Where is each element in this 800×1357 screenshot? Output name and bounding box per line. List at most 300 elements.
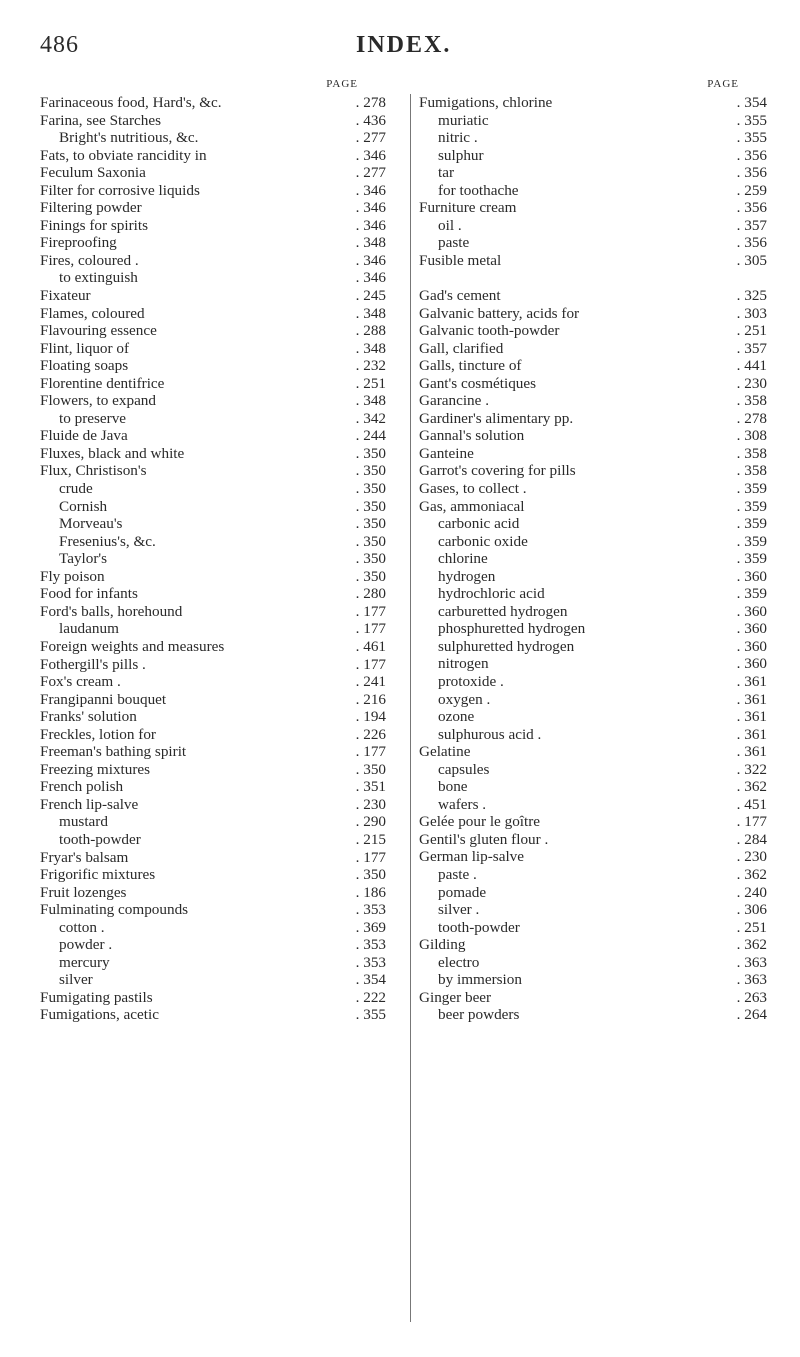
index-entry (40, 901, 386, 919)
entry-term: carbonic acid (438, 515, 520, 533)
index-entry (40, 849, 386, 867)
index-subentry (419, 533, 767, 551)
entry-term: Flint, liquor of (40, 339, 130, 357)
entry-term: hydrochloric acid (438, 585, 545, 603)
index-subentry (419, 129, 767, 147)
entry-page-number: . 177 (736, 813, 767, 831)
index-entry (419, 252, 767, 270)
index-entry (419, 94, 767, 112)
entry-term: Fumigations, acetic (40, 1006, 159, 1024)
index-subentry (419, 217, 767, 235)
page-column-heading: PAGE (707, 78, 739, 90)
index-subentry (419, 971, 767, 989)
index-entry (40, 340, 386, 358)
index-subentry (40, 954, 386, 972)
index-entry (40, 182, 386, 200)
entry-page-number: . 353 (355, 901, 386, 919)
entry-page-number: . 350 (355, 567, 386, 585)
entry-page-number: . 284 (736, 830, 767, 848)
entry-page-number: . 348 (355, 392, 386, 410)
entry-page-number: . 251 (736, 322, 767, 340)
entry-page-number: . 359 (736, 515, 767, 533)
index-subentry (419, 726, 767, 744)
entry-term: tooth-powder (438, 918, 520, 936)
entry-page-number: . 346 (355, 269, 386, 287)
entry-page-number: . 354 (736, 94, 767, 111)
entry-term: electro (438, 953, 480, 971)
entry-term: Fresenius's, &c. (59, 532, 156, 550)
index-entry (40, 638, 386, 656)
entry-page-number: . 186 (355, 883, 386, 901)
entry-term: mercury (59, 953, 110, 971)
entry-page-number: . 278 (736, 409, 767, 427)
entry-term: Fluide de Java (40, 427, 128, 445)
index-entry (40, 445, 386, 463)
entry-term: Gelatine (419, 743, 471, 761)
entry-page-number: . 251 (355, 374, 386, 392)
index-entry (40, 989, 386, 1007)
entry-term: sulphur (438, 146, 484, 164)
entry-term: Gad's cement (419, 286, 501, 304)
entry-page-number: . 356 (736, 199, 767, 217)
entry-term: Fusible metal (419, 251, 502, 269)
index-entry (419, 340, 767, 358)
index-entry (40, 778, 386, 796)
entry-term: sulphurous acid . (438, 725, 542, 743)
entry-page-number: . 359 (736, 585, 767, 603)
entry-term: protoxide . (438, 673, 504, 690)
index-entry (40, 164, 386, 182)
entry-page-number: . 241 (355, 673, 386, 691)
index-subentry (419, 761, 767, 779)
entry-term: Fruit lozenges (40, 883, 127, 901)
entry-term: Freeman's bathing spirit (40, 743, 187, 761)
index-subentry (419, 112, 767, 130)
entry-page-number: . 290 (355, 813, 386, 831)
entry-page-number: . 359 (736, 532, 767, 550)
entry-page-number: . 362 (736, 936, 767, 954)
index-entry (40, 691, 386, 709)
index-column-right (419, 78, 767, 1024)
index-subentry (419, 164, 767, 182)
entry-page-number: . 361 (736, 690, 767, 708)
index-entry (40, 427, 386, 445)
index-entry (419, 989, 767, 1007)
entry-term: Gannal's solution (419, 427, 525, 445)
entry-page-number: . 353 (355, 936, 386, 954)
entry-term: Ganteine (419, 444, 474, 462)
entry-term: Fireproofing (40, 234, 117, 252)
entry-page-number: . 354 (355, 971, 386, 989)
entry-term: to preserve (59, 409, 127, 427)
index-entry (419, 813, 767, 831)
entry-term: chlorine (438, 550, 488, 568)
entry-page-number: . 325 (736, 286, 767, 304)
index-subentry (40, 936, 386, 954)
entry-term: Freckles, lotion for (40, 725, 156, 743)
index-entry (419, 480, 767, 498)
index-subentry (419, 866, 767, 884)
index-entry (419, 831, 767, 849)
entry-term: laudanum (59, 620, 119, 638)
index-entry (419, 848, 767, 866)
index-entry (40, 656, 386, 674)
entry-page-number: . 288 (355, 322, 386, 340)
entry-page-number: . 360 (736, 620, 767, 638)
index-subentry (419, 796, 767, 814)
index-subentry (40, 831, 386, 849)
entry-page-number: . 346 (355, 251, 386, 269)
index-subentry (40, 129, 386, 147)
entry-page-number: . 230 (736, 374, 767, 392)
index-entry (419, 392, 767, 410)
index-subentry (40, 971, 386, 989)
index-entry (419, 410, 767, 428)
page-column-heading: PAGE (326, 78, 358, 90)
index-subentry (419, 778, 767, 796)
index-entry (40, 252, 386, 270)
entry-page-number: . 350 (355, 497, 386, 515)
entry-term: Ginger beer (419, 988, 492, 1006)
entry-page-number: . 356 (736, 234, 767, 252)
entry-term: Franks' solution (40, 708, 137, 726)
entry-page-number: . 346 (355, 146, 386, 164)
index-entry (419, 305, 767, 323)
entry-page-number: . 350 (355, 515, 386, 533)
entry-term: paste (438, 234, 470, 252)
index-entry (40, 305, 386, 323)
entry-page-number: . 306 (736, 901, 767, 919)
index-subentry (419, 691, 767, 709)
index-subentry (40, 550, 386, 568)
entry-page-number: . 350 (355, 444, 386, 462)
index-entry (419, 375, 767, 393)
entry-page-number: . 277 (355, 129, 386, 147)
entry-page-number: . 355 (736, 111, 767, 129)
index-subentry (419, 568, 767, 586)
entry-page-number: . 436 (355, 111, 386, 129)
entry-term: Gases, to collect . (419, 479, 527, 497)
entry-page-number: . 350 (355, 550, 386, 568)
index-entry (40, 743, 386, 761)
index-entry (40, 392, 386, 410)
index-entry (40, 234, 386, 252)
entry-term: Fly poison (40, 567, 105, 585)
entry-term: Gilding (419, 936, 466, 954)
entry-term: Filtering powder (40, 199, 142, 217)
index-entry (40, 375, 386, 393)
entry-page-number: . 194 (355, 708, 386, 726)
entry-page-number: . 280 (355, 585, 386, 603)
entry-page-number: . 177 (355, 848, 386, 866)
entry-page-number: . 358 (736, 444, 767, 462)
entry-term: Feculum Saxonia (40, 164, 146, 182)
entry-term: Floating soaps (40, 357, 129, 375)
index-subentry (419, 620, 767, 638)
entry-page-number: . 355 (355, 1006, 386, 1024)
entry-page-number: . 357 (736, 216, 767, 234)
entry-term: carbonic oxide (438, 532, 528, 550)
index-subentry (40, 620, 386, 638)
entry-term: Flames, coloured (40, 304, 145, 322)
entry-page-number: . 356 (736, 146, 767, 164)
entry-page-number: . 363 (736, 971, 767, 989)
index-entry (419, 427, 767, 445)
entry-page-number: . 259 (736, 181, 767, 199)
entry-page-number: . 177 (355, 602, 386, 620)
index-entry (40, 217, 386, 235)
entry-page-number: . 359 (736, 479, 767, 497)
entry-term: nitric . (438, 129, 478, 147)
entry-page-number: . 245 (355, 287, 386, 305)
entry-term: sulphuretted hydrogen (438, 637, 575, 655)
index-entry (419, 199, 767, 217)
entry-term: Furniture cream (419, 199, 517, 217)
index-subentry (40, 919, 386, 937)
index-entry (40, 287, 386, 305)
index-entry (419, 357, 767, 375)
entry-term: French lip-salve (40, 795, 139, 813)
entry-page-number: . 251 (736, 918, 767, 936)
index-subentry (40, 498, 386, 516)
entry-page-number: . 355 (736, 129, 767, 147)
entry-term: paste . (438, 866, 477, 884)
entry-term: Gardiner's alimentary pp. (419, 409, 574, 427)
index-entry (40, 462, 386, 480)
entry-page-number: . 342 (355, 409, 386, 427)
entry-page-number: . 264 (736, 1006, 767, 1024)
index-entry (419, 462, 767, 480)
entry-term: Morveau's (59, 515, 123, 533)
index-entry (40, 761, 386, 779)
entry-term: Farinaceous food, Hard's, &c. (40, 94, 222, 111)
entry-page-number: . 358 (736, 392, 767, 410)
entry-term: Farina, see Starches (40, 111, 162, 129)
entry-page-number: . 356 (736, 164, 767, 182)
index-subentry (40, 269, 386, 287)
entry-term: Galvanic tooth-powder (419, 322, 560, 340)
entry-term: silver (59, 971, 93, 989)
entry-term: Bright's nutritious, &c. (59, 129, 199, 147)
index-subentry (419, 234, 767, 252)
index-subentry (419, 673, 767, 691)
index-entry (419, 936, 767, 954)
entry-term: silver . (438, 901, 480, 919)
entry-term: Flowers, to expand (40, 392, 156, 410)
entry-term: Frigorific mixtures (40, 866, 156, 884)
entry-page-number: . 226 (355, 725, 386, 743)
index-entry (40, 357, 386, 375)
index-entry (419, 322, 767, 340)
entry-term: oil . (438, 216, 462, 234)
entry-term: Galls, tincture of (419, 357, 522, 375)
entry-term: French polish (40, 778, 124, 796)
entry-term: Foreign weights and measures (40, 637, 225, 655)
entry-term: German lip-salve (419, 848, 525, 866)
entry-term: Fluxes, black and white (40, 444, 185, 462)
entry-term: oxygen . (438, 690, 491, 708)
entry-page-number: . 360 (736, 602, 767, 620)
entry-page-number: . 348 (355, 304, 386, 322)
index-entry (40, 585, 386, 603)
entry-term: Gentil's gluten flour . (419, 830, 549, 848)
entry-page-number: . 244 (355, 427, 386, 445)
entry-term: Frangipanni bouquet (40, 690, 167, 708)
entry-term: crude (59, 480, 93, 498)
entry-page-number: . 360 (736, 567, 767, 585)
entry-page-number: . 350 (355, 760, 386, 778)
index-entry-list (419, 94, 767, 1024)
running-head-title: INDEX. (356, 32, 452, 58)
entry-page-number: . 441 (736, 357, 767, 375)
column-divider (410, 94, 411, 1322)
entry-term: Cornish (59, 497, 108, 515)
index-entry (40, 322, 386, 340)
index-subentry (419, 550, 767, 568)
entry-page-number: . 230 (736, 848, 767, 866)
entry-term: cotton . (59, 918, 105, 936)
entry-term: hydrogen (438, 567, 496, 585)
entry-page-number: . 361 (736, 708, 767, 726)
entry-term: Gelée pour le goître (419, 813, 541, 831)
index-subentry (419, 147, 767, 165)
entry-page-number: . 277 (355, 164, 386, 182)
entry-page-number: . 361 (736, 743, 767, 761)
entry-term: Food for infants (40, 585, 138, 603)
entry-page-number: . 359 (736, 550, 767, 568)
entry-page-number: . 348 (355, 339, 386, 357)
entry-page-number: . 360 (736, 637, 767, 655)
entry-term: mustard (59, 813, 108, 831)
index-subentry (419, 655, 767, 673)
entry-page-number: . 362 (736, 866, 767, 884)
entry-page-number: . 357 (736, 339, 767, 357)
index-entry-list (40, 94, 386, 1024)
entry-page-number: . 353 (355, 953, 386, 971)
entry-term: wafers . (438, 795, 487, 813)
index-entry (40, 603, 386, 621)
entry-term: tooth-powder (59, 830, 141, 848)
entry-page-number: . 222 (355, 988, 386, 1006)
entry-term: for toothache (438, 181, 519, 199)
entry-page-number: . 215 (355, 830, 386, 848)
entry-page-number: . 350 (355, 866, 386, 884)
entry-term: muriatic (438, 111, 489, 129)
entry-page-number: . 346 (355, 199, 386, 217)
entry-page-number: . 232 (355, 357, 386, 375)
entry-page-number: . 350 (355, 462, 386, 480)
entry-page-number: . 263 (736, 988, 767, 1006)
index-subentry (419, 901, 767, 919)
entry-term: Flux, Christison's (40, 462, 147, 480)
index-entry (419, 743, 767, 761)
entry-page-number: . 350 (355, 480, 386, 498)
index-entry (40, 796, 386, 814)
entry-term: Fixateur (40, 287, 91, 305)
entry-term: Garancine . (419, 392, 489, 410)
index-entry (40, 112, 386, 130)
entry-term: Ford's balls, horehound (40, 602, 183, 620)
entry-page-number: . 303 (736, 304, 767, 322)
entry-page-number: . 451 (736, 795, 767, 813)
entry-page-number: . 240 (736, 883, 767, 901)
entry-term: by immersion (438, 971, 522, 989)
index-subentry (419, 182, 767, 200)
entry-term: phosphuretted hydrogen (438, 620, 586, 638)
entry-term: Fothergill's pills . (40, 655, 146, 673)
entry-term: Fumigating pastils (40, 988, 153, 1006)
index-subentry (419, 1006, 767, 1024)
entry-page-number: . 177 (355, 743, 386, 761)
page-number: 486 (40, 32, 79, 58)
index-column-left (40, 78, 386, 1024)
entry-page-number: . 361 (736, 725, 767, 743)
index-subentry (419, 884, 767, 902)
entry-page-number: . 346 (355, 216, 386, 234)
index-subentry (419, 585, 767, 603)
entry-term: Fires, coloured . (40, 251, 139, 269)
entry-term: Fumigations, chlorine (419, 94, 553, 111)
entry-term: Filter for corrosive liquids (40, 181, 200, 199)
index-subentry (419, 603, 767, 621)
index-subentry (419, 708, 767, 726)
entry-page-number: . 369 (355, 918, 386, 936)
entry-term: pomade (438, 883, 487, 901)
entry-page-number: . 362 (736, 778, 767, 796)
entry-page-number: . 350 (355, 532, 386, 550)
entry-term: to extinguish (59, 269, 138, 287)
index-entry (40, 568, 386, 586)
index-subentry (419, 954, 767, 972)
entry-term: Fox's cream . (40, 673, 121, 691)
index-entry (419, 445, 767, 463)
entry-term: beer powders (438, 1006, 520, 1024)
index-subentry (419, 638, 767, 656)
entry-term: Garrot's covering for pills (419, 462, 576, 480)
entry-term: Gant's cosmétiques (419, 374, 537, 392)
entry-term: Gall, clarified (419, 339, 504, 357)
entry-term: Fats, to obviate rancidity in (40, 146, 207, 164)
entry-page-number: . 322 (736, 760, 767, 778)
entry-term: Taylor's (59, 550, 108, 568)
entry-term: Fulminating compounds (40, 901, 189, 919)
entry-page-number: . 461 (355, 637, 386, 655)
entry-term: ozone (438, 708, 475, 726)
entry-term: Flavouring essence (40, 322, 157, 340)
entry-page-number: . 351 (355, 778, 386, 796)
index-entry (419, 287, 767, 305)
entry-page-number: . 360 (736, 655, 767, 673)
index-entry (40, 726, 386, 744)
entry-page-number: . 348 (355, 234, 386, 252)
entry-term: Fryar's balsam (40, 848, 129, 866)
entry-page-number: . 346 (355, 181, 386, 199)
entry-term: Finings for spirits (40, 216, 149, 234)
entry-page-number: . 308 (736, 427, 767, 445)
entry-page-number: . 278 (355, 94, 386, 111)
index-entry (40, 866, 386, 884)
index-entry (40, 673, 386, 691)
entry-page-number: . 177 (355, 620, 386, 638)
entry-page-number: . 358 (736, 462, 767, 480)
entry-page-number: . 359 (736, 497, 767, 515)
entry-term: carburetted hydrogen (438, 602, 568, 620)
entry-term: Gas, ammoniacal (419, 497, 525, 515)
index-subentry (419, 515, 767, 533)
index-subentry (40, 480, 386, 498)
index-subentry (40, 813, 386, 831)
index-entry (40, 94, 386, 112)
